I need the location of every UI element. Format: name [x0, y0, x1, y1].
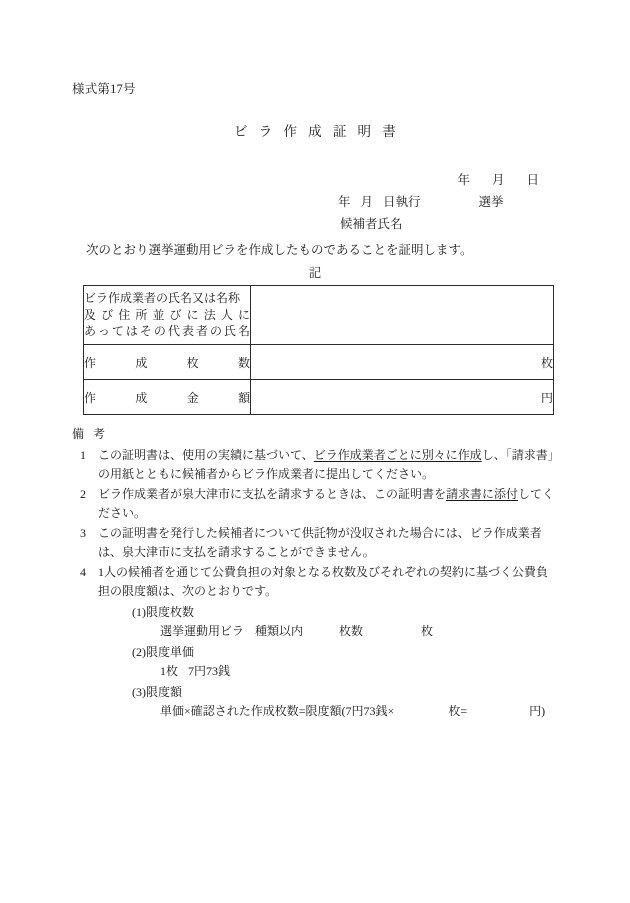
title-char-4: 成 [308, 124, 322, 139]
notes-heading-char-1: 備 [72, 427, 85, 441]
note-2-before: ビラ作成業者が泉大津市に支払を請求するときは、この証明書を [98, 486, 447, 501]
limit-quantity-part-4: 枚 [421, 624, 434, 638]
note-number-3: 3 [80, 525, 86, 540]
note-text-1 [98, 446, 558, 485]
candidate-name-label: 候補者氏名 [340, 217, 403, 231]
producer-label-line-3: あってはその代表者の氏名 [84, 324, 250, 339]
row-label-producer [84, 286, 251, 345]
table-row [84, 380, 554, 415]
title-char-2: ラ [258, 124, 273, 139]
note-item-3 [72, 524, 558, 563]
amount-label-char-2: 成 [135, 390, 148, 405]
note-text-3: この証明書を発行した候補者について供託物が没収された場合には、ビラ作成業者は、泉大津市に支払を請求することができません。 [98, 525, 542, 559]
note-1-underlined: ビラ作成業者ごとに別々に作成 [313, 447, 482, 462]
sub-item-1-head: (1)限度枚数 [132, 604, 194, 619]
sub-item-unit-price [132, 643, 558, 682]
limit-quantity-part-2: 種類以内 [255, 624, 304, 638]
limit-quantity-part-3: 枚数 [339, 624, 364, 638]
row-value-quantity[interactable]: 枚 [251, 345, 554, 380]
sub-item-1-body [132, 622, 558, 642]
sub-item-limit-quantity [132, 603, 558, 642]
limit-amount-part-2: 枚= [448, 704, 468, 718]
note-number-2: 2 [80, 486, 86, 501]
title-char-6: 明 [357, 124, 372, 139]
quantity-label-char-4: 数 [237, 355, 250, 370]
limit-amount-part-1: 単価×確認された作成枚数=限度額(7円73銭× [160, 704, 395, 718]
note-item-1 [72, 446, 558, 485]
document-title [0, 120, 630, 140]
row-label-quantity [84, 345, 251, 380]
issue-date-year-label: 年 [457, 173, 470, 187]
limit-quantity-part-1: 選挙運動用ビラ [160, 624, 245, 638]
notes-section [72, 425, 558, 722]
title-char-5: 証 [332, 124, 347, 139]
title-char-7: 書 [382, 124, 396, 139]
notes-heading [72, 425, 558, 445]
note-item-4 [72, 563, 558, 722]
sub-item-2-head: (2)限度単価 [132, 644, 194, 659]
issue-date-line [0, 170, 553, 188]
issue-date-month-label: 月 [491, 173, 505, 187]
election-day-exec-label: 日執行 [383, 195, 421, 209]
issue-date-day-label: 日 [526, 173, 539, 187]
note-number-4: 4 [80, 564, 86, 579]
title-char-1: ビ [234, 124, 248, 139]
notes-heading-char-2: 考 [93, 427, 106, 441]
unit-price-part-2: 7円73銭 [188, 664, 231, 678]
note-number-1: 1 [80, 447, 86, 462]
quantity-label-char-1: 作 [84, 355, 97, 370]
amount-label-char-3: 金 [186, 390, 199, 405]
form-number: 様式第17号 [72, 82, 136, 96]
sub-item-2-body [132, 662, 558, 682]
election-name-label: 選挙 [478, 195, 504, 209]
election-month-label: 月 [360, 195, 374, 209]
election-line [338, 192, 504, 210]
certificate-table [83, 285, 554, 415]
table-row [84, 286, 554, 345]
ki-mark: 記 [308, 266, 322, 280]
certify-sentence: 次のとおり選挙運動用ビラを作成したものであることを証明します。 [86, 243, 473, 257]
note-2-after: してください。 [98, 486, 555, 520]
title-char-3: 作 [283, 124, 298, 139]
row-value-producer[interactable] [251, 286, 554, 345]
producer-label-line-1: ビラ作成業者の氏名又は名称 [84, 291, 241, 306]
note-2-underlined: 請求書に添付 [446, 486, 519, 501]
note-text-4: 1人の候補者を通じて公費負担の対象となる枚数及びそれぞれの契約に基づく公費負担の限度額は、次のとおりです。 [98, 564, 549, 598]
note-text-2 [98, 485, 558, 524]
election-year-label: 年 [338, 195, 351, 209]
note-4-sub-list [98, 603, 558, 722]
note-1-before: この証明書は、使用の実績に基づいて、 [98, 447, 314, 462]
sub-item-3-body [132, 702, 558, 722]
sub-item-limit-amount [132, 683, 558, 722]
row-label-amount [84, 380, 251, 415]
table-row [84, 345, 554, 380]
sub-item-3-head: (3)限度額 [132, 684, 182, 699]
amount-label-char-1: 作 [84, 390, 97, 405]
unit-price-part-1: 1枚 [160, 664, 179, 678]
amount-label-char-4: 額 [237, 390, 250, 405]
note-item-2 [72, 485, 558, 524]
limit-amount-part-3: 円) [529, 704, 546, 718]
quantity-label-char-2: 成 [135, 355, 148, 370]
note-1-after: し、「請求書」の用紙とともに候補者からビラ作成業者に提出してください。 [98, 447, 554, 481]
producer-label-line-2: 及び住所並びに法人に [84, 307, 250, 322]
row-value-amount[interactable]: 円 [251, 380, 554, 415]
quantity-label-char-3: 枚 [186, 355, 199, 370]
